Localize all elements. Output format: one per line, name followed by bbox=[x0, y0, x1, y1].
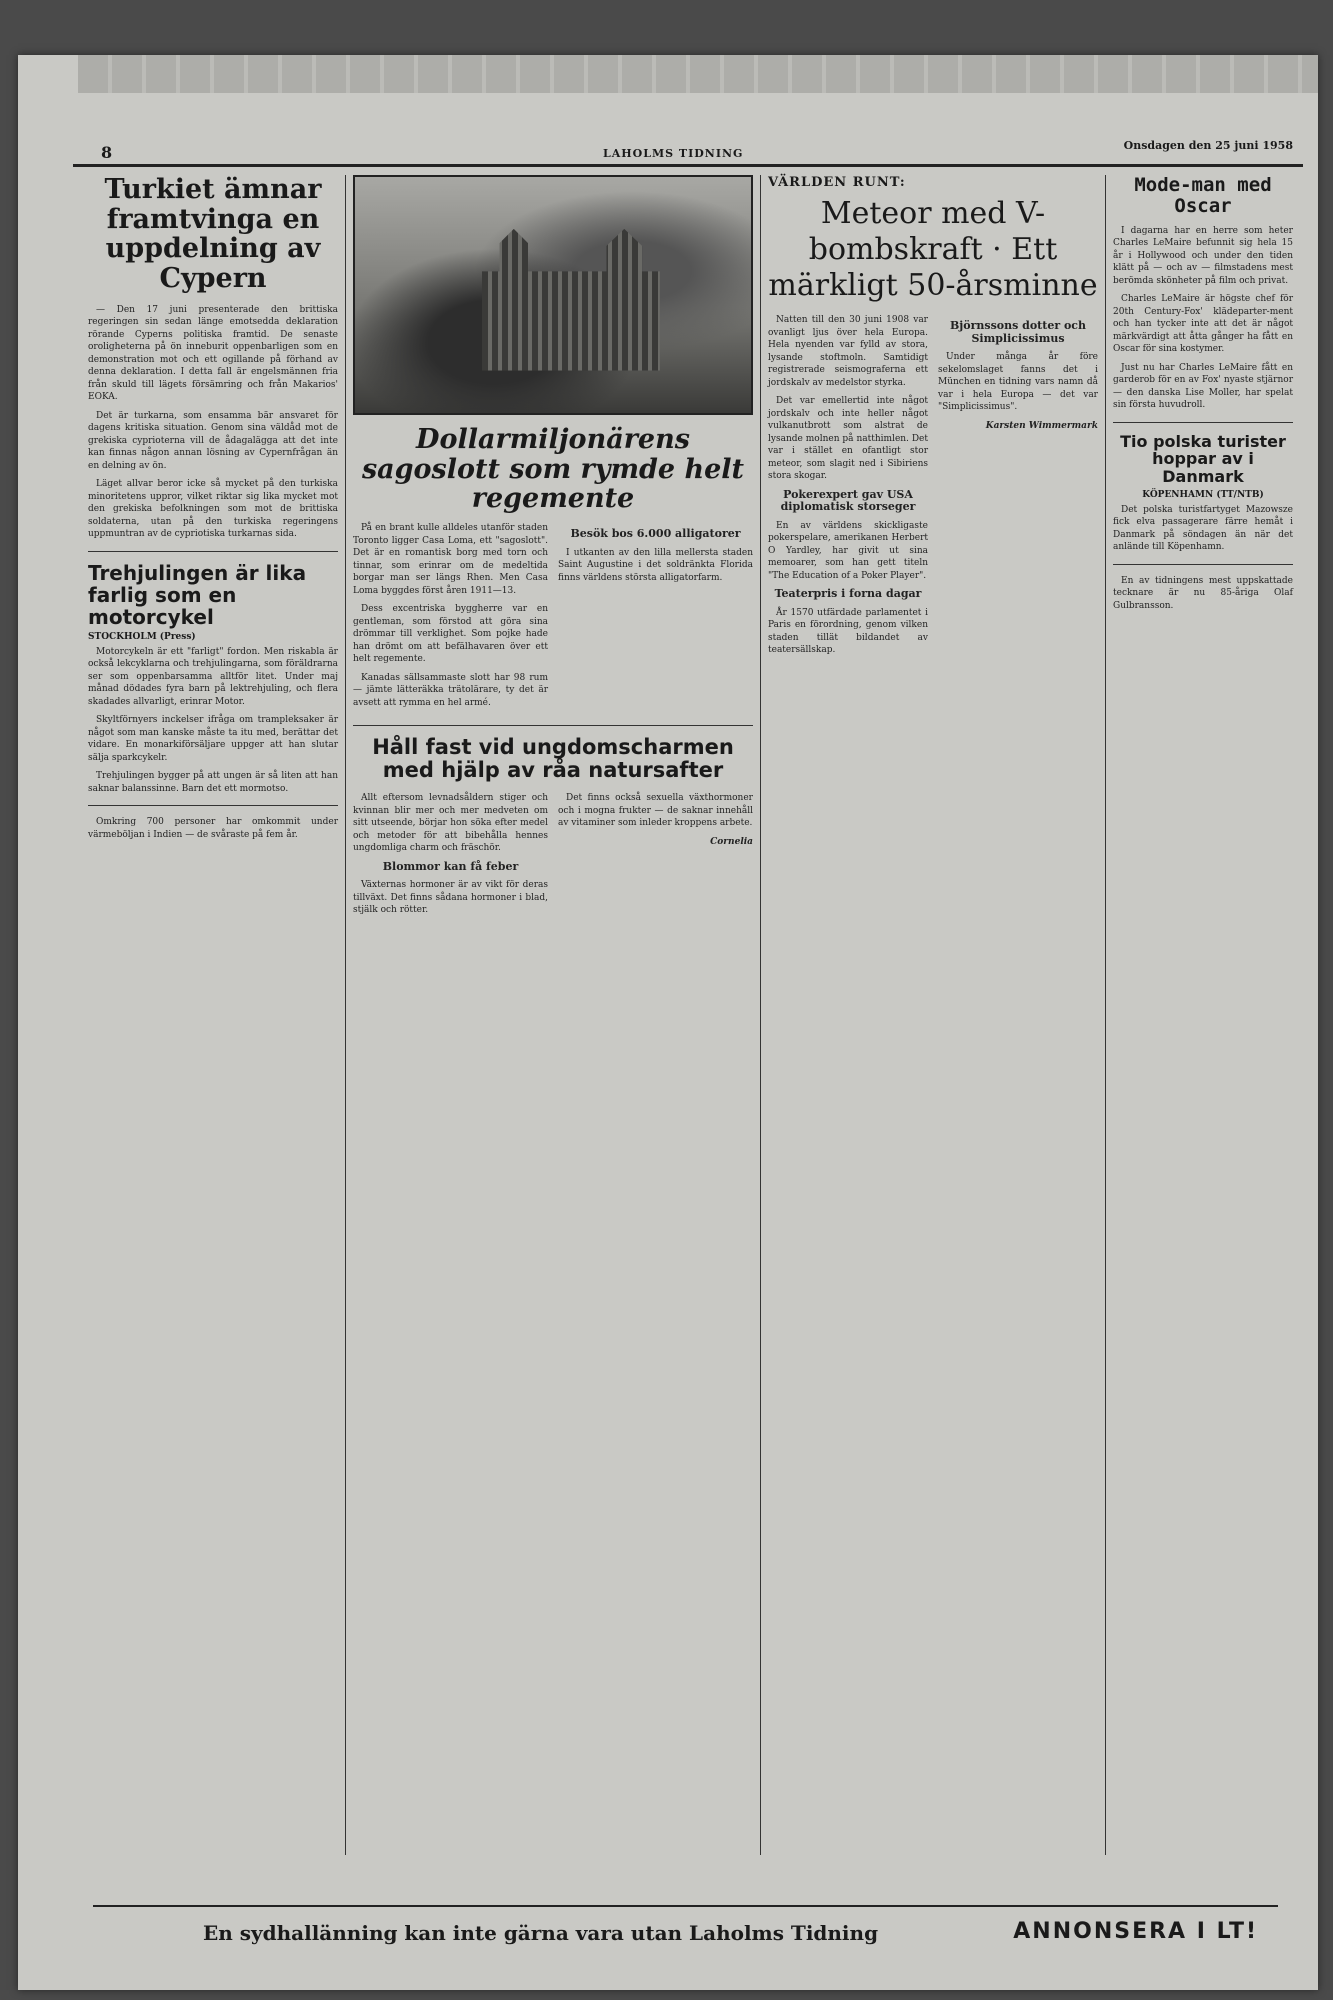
hall-headline: Håll fast vid ungdomscharmen med hjälp av råa natursafter bbox=[372, 735, 734, 783]
hall-paragraph: Växternas hormoner är av vikt för deras tillväxt. Det finns sådana hormoner i blad, stjälk och rötter. bbox=[353, 880, 548, 916]
footer-ad: ANNONSERA I LT! bbox=[1013, 1919, 1258, 1944]
divider bbox=[1113, 564, 1293, 565]
column-rule bbox=[1105, 175, 1106, 1855]
tio-body bbox=[1113, 504, 1293, 613]
meteor-headline: Meteor med V-bombskraft · Ett märkligt 50-årsminne bbox=[768, 196, 1098, 303]
mode-paragraph: I dagarna har en herre som heter Charles LeMaire befunnit sig hela 15 år i Hollywood och under den tiden klätt på — och av — filmstadens mest berömda skönheter på film och privat. bbox=[1113, 225, 1293, 286]
meteor-paragraph: Det var emellertid inte något jordskalv och inte heller något vulkanutbrott som alstrat de lysande molnen på natthimlen. Det var i stället en ofantligt stor meteor, som slagit ned i Sibiriens stora skogar. bbox=[768, 396, 928, 481]
meteor-subhead: Teaterpris i forna dagar bbox=[774, 587, 922, 600]
hall-body bbox=[353, 792, 753, 923]
paper-name: LAHOLMS TIDNING bbox=[603, 147, 744, 160]
trehjulingen-dateline: STOCKHOLM (Press) bbox=[88, 631, 196, 642]
dollar-paragraph: Dess excentriska byggherre var en gentleman, som förstod att göra sina drömmar till verklighet. Som pojke hade han drömt om att befälhavaren över ett helt regemente. bbox=[353, 604, 548, 665]
meteor-body bbox=[768, 314, 1098, 663]
hall-col-b bbox=[558, 792, 753, 923]
column-rule bbox=[345, 175, 346, 1855]
dollar-paragraph: På en brant kulle alldeles utanför staden Toronto ligger Casa Loma, ett "sagoslott". Det är en romantisk borg med torn och tinnar, som erinrar om de medeltida borgar man ser längs Rhen. Men Casa Loma byggdes först åren 1911—13. bbox=[353, 523, 548, 596]
hall-paragraph: Det finns också sexuella växthormoner och i mogna frukter — de saknar innehåll av vitaminer som inleder kroppens arbete. bbox=[558, 793, 753, 829]
dollar-col-b bbox=[558, 522, 753, 715]
turkiet-paragraph: Det är turkarna, som ensamma bär ansvaret för dagens kritiska situation. Genom sina väldåd mot de grekiska cyprioterna vill de ådagalägga att det inte kan finnas någon annan lösning av Cypernfrågan än en delning av ön. bbox=[88, 410, 338, 471]
binding-strip bbox=[78, 55, 1318, 93]
meteor-paragraph: En av världens skickligaste pokerspelare, amerikanen Herbert O Yardley, har givit ut sina memoarer, som han gett titeln "The Education of a Poker Player". bbox=[768, 520, 928, 581]
mode-body bbox=[1113, 225, 1293, 412]
tio-paragraph: Det polska turistfartyget Mazowsze fick elva passagerare färre hemåt i Danmark på söndagen än när det anlände till Köpenhamn. bbox=[1113, 504, 1293, 553]
meteor-paragraph: Natten till den 30 juni 1908 var ovanligt ljus över hela Europa. Hela nyenden var fylld av stora, lysande stoftmoln. Samtidigt registrerade seismograferna ett jordskalv av medelstor styrka. bbox=[768, 315, 928, 388]
trehjulingen-paragraph: Skyltförnyers inckelser ifråga om trampleksaker är något som man kanske måste ta itu med, berättar det vidare. En monarkiförsäljare uppger att han slutar sälja sparkcykelr. bbox=[88, 715, 338, 763]
meteor-kicker: VÄRLDEN RUNT: bbox=[768, 175, 906, 190]
turkiet-paragraph: — Den 17 juni presenterade den brittiska regeringen sin sedan länge emotsedda deklaration rörande Cyperns politiska framtid. De senaste oroligheterna på ön inneburit oppenbarligen som en demonstration mot och ett ogillande på förhand av denna deklaration. I detta fall är engelsmännen fria från skuld till lägets försämring och från Makarios' EOKA. bbox=[88, 304, 338, 403]
meteor-byline: Karsten Wimmermark bbox=[985, 420, 1098, 431]
trehjulingen-headline: Trehjulingen är lika farlig som en motorcykel bbox=[88, 560, 307, 629]
meteor-paragraph: Under många år före sekelomslaget fanns det i München en tidning vars namn då var i hela Europa — det var "Simplicissimus". bbox=[938, 352, 1098, 412]
casa-loma-photo bbox=[353, 175, 753, 415]
dollar-subhead: Besök bos 6.000 alligatorer bbox=[570, 527, 741, 541]
castle-shape bbox=[482, 229, 660, 371]
divider bbox=[88, 805, 338, 806]
issue-date: Onsdagen den 25 juni 1958 bbox=[1123, 139, 1293, 152]
mode-paragraph: Charles LeMaire är högste chef för 20th Century-Fox' klädeparter-ment och han tycker inte att det är något märkvärdigt att åtta gånger ha fått en Oscar för sina kostymer. bbox=[1113, 294, 1293, 355]
hall-paragraph: Allt eftersom levnadsåldern stiger och kvinnan blir mer och mer medveten om sitt utseende, börjar hon söka efter medel och metoder för att bibehålla hennes ungdomliga charm och fräschör. bbox=[353, 793, 548, 854]
meteor-subhead: Pokerexpert gav USA diplomatisk storseger bbox=[780, 487, 916, 513]
dollar-col-a bbox=[353, 522, 548, 715]
column-2 bbox=[353, 175, 753, 923]
dollar-paragraph: I utkanten av den lilla mellersta staden Saint Augustine i det soldränkta Florida finns världens största alligatorfarm. bbox=[558, 547, 753, 583]
newspaper-page bbox=[18, 55, 1318, 1990]
hall-subhead: Blommor kan få feber bbox=[382, 859, 519, 873]
turkiet-headline: Turkiet ämnar framtvinga en uppdelning av Cypern bbox=[104, 174, 322, 295]
mode-headline: Mode-man med Oscar bbox=[1134, 174, 1272, 217]
column-3 bbox=[768, 175, 1098, 663]
trehjulingen-body bbox=[88, 646, 338, 842]
divider bbox=[353, 725, 753, 726]
divider bbox=[88, 551, 338, 552]
column-4 bbox=[1113, 175, 1293, 618]
page-number: 8 bbox=[101, 143, 113, 162]
trehjulingen-paragraph: Motorcykeln är ett "farligt" fordon. Men riskabla är också lekcyklarna och trehjulingarna, som föräldrarna ser som oppenbarsamma alltför litet. Under maj månad dödades fyra barn på lektrehjuling, och flera skadades allvarligt, erinrar Motor. bbox=[88, 646, 338, 707]
column-rule bbox=[760, 175, 761, 1855]
dollar-body bbox=[353, 522, 753, 715]
meteor-col-b bbox=[938, 314, 1098, 663]
turkiet-body bbox=[88, 304, 338, 541]
turkiet-paragraph: Läget allvar beror icke så mycket på den turkiska minoritetens uppror, vilket riktar sig lika mycket mot den grekiska befolkningen som mot de brittiska soldaterna, utan på den turkiska regeringens uppmuntran av de cypriotiska turkarnas sida. bbox=[88, 479, 338, 540]
page-header bbox=[73, 133, 1303, 167]
meteor-paragraph: År 1570 utfärdade parlamentet i Paris en förordning, genom vilken staden tillät bildandet av teatersällskap. bbox=[768, 607, 928, 655]
page-footer bbox=[93, 1905, 1278, 1965]
tio-paragraph: En av tidningens mest uppskattade tecknare är nu 85-åriga Olaf Gulbransson. bbox=[1113, 575, 1293, 611]
column-1 bbox=[88, 175, 338, 847]
divider bbox=[1113, 422, 1293, 423]
meteor-subhead: Björnssons dotter och Simplicissimus bbox=[950, 319, 1086, 345]
hall-byline: Cornelia bbox=[710, 836, 753, 847]
tio-headline: Tio polska turister hoppar av i Danmark bbox=[1120, 431, 1286, 486]
meteor-col-a bbox=[768, 314, 928, 663]
trehjulingen-paragraph: Trehjulingen bygger på att ungen är så liten att han saknar balanssinne. Barn det ett mormotso. bbox=[88, 771, 338, 794]
dollar-headline: Dollarmiljonärens sagoslott som rymde helt regemente bbox=[361, 424, 745, 515]
tio-dateline: KÖPENHAMN (TT/NTB) bbox=[1142, 489, 1264, 500]
footer-slogan: En sydhallänning kan inte gärna vara utan Laholms Tidning bbox=[203, 1921, 879, 1945]
trehjulingen-note: Omkring 700 personer har omkommit under värmeböljan i Indien — de svåraste på fem år. bbox=[88, 817, 338, 840]
dollar-paragraph: Kanadas sällsammaste slott har 98 rum — jämte lätteräkka trätolärare, ty det är avsett att rymma en hel armé. bbox=[353, 672, 548, 708]
mode-paragraph: Just nu har Charles LeMaire fått en garderob för en av Fox' nyaste stjärnor — den danska Lise Moller, har spelat sin första huvudroll. bbox=[1113, 362, 1293, 411]
hall-col-a bbox=[353, 792, 548, 923]
